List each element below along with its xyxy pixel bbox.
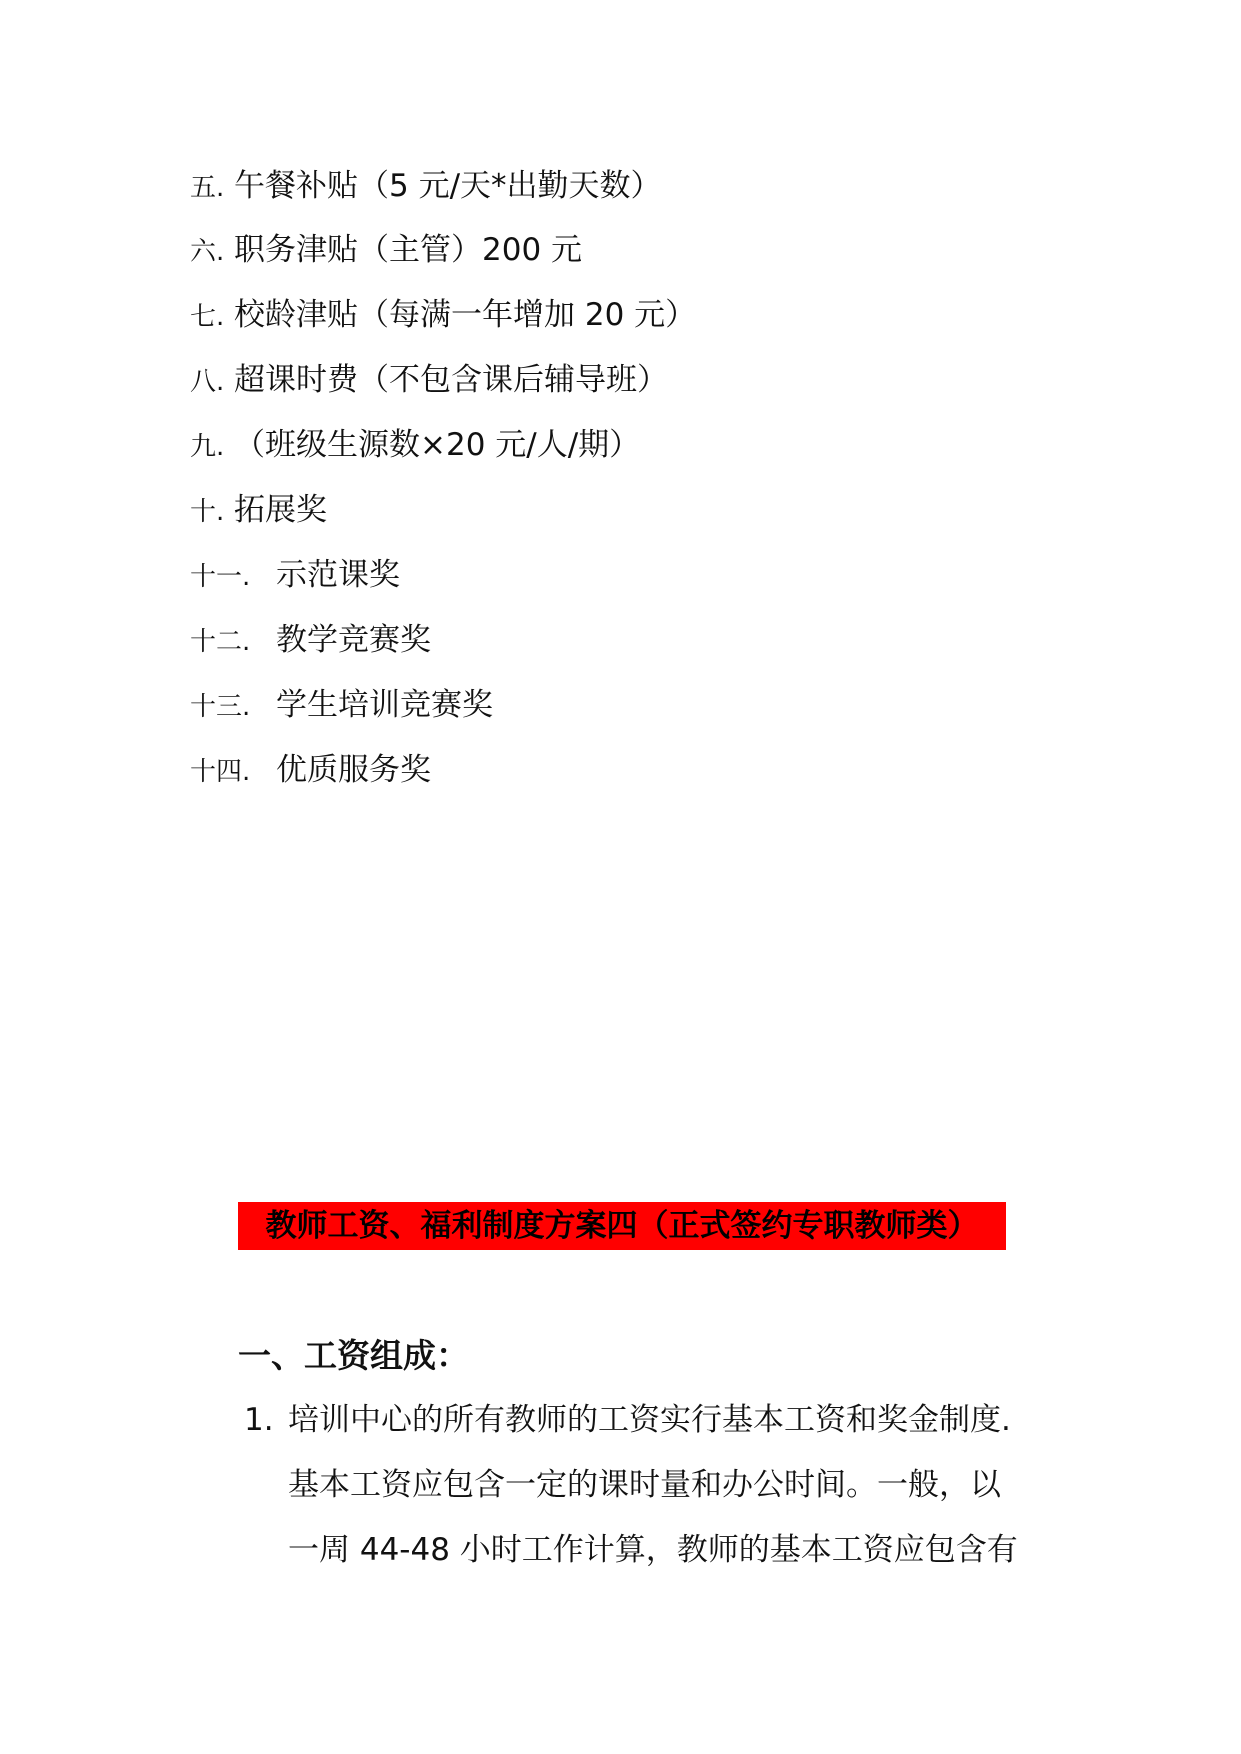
- paragraph-line: 培训中心的所有教师的工资实行基本工资和奖金制度.: [288, 1402, 1011, 1438]
- list-item-text: 拓展奖: [234, 492, 327, 528]
- list-item-6: [190, 230, 582, 272]
- list-item-number: 十三.: [190, 692, 251, 722]
- list-item-number: 六.: [190, 237, 225, 267]
- paragraph-line: 一周 44-48 小时工作计算，教师的基本工资应包含有: [288, 1532, 1018, 1568]
- list-item-text: 职务津贴（主管）200 元: [234, 232, 583, 268]
- list-item-number: 十四.: [190, 757, 251, 787]
- list-item-number: 八.: [190, 367, 225, 397]
- list-item-text: 优质服务奖: [276, 752, 431, 788]
- list-item-13: [190, 685, 493, 727]
- paragraph-number: 1.: [244, 1402, 274, 1438]
- list-item-5: [190, 166, 662, 208]
- paragraph-line: 基本工资应包含一定的课时量和办公时间。一般，以: [288, 1467, 1001, 1503]
- list-item-text: （班级生源数×20 元/人/期）: [234, 427, 641, 463]
- list-item-14: [190, 750, 431, 792]
- document-title-highlight: [238, 1202, 1006, 1250]
- list-item-8: [190, 360, 668, 402]
- list-item-text: 校龄津贴（每满一年增加 20 元）: [234, 297, 697, 333]
- list-item-11: [190, 555, 400, 597]
- list-item-10: [190, 490, 327, 532]
- document-title: 教师工资、福利制度方案四（正式签约专职教师类）: [265, 1208, 979, 1244]
- list-item-number: 七.: [190, 302, 225, 332]
- list-item-7: [190, 295, 696, 337]
- list-item-number: 九.: [190, 432, 225, 462]
- list-item-number: 十二.: [190, 627, 251, 657]
- list-item-text: 午餐补贴（5 元/天*出勤天数）: [234, 168, 662, 204]
- list-item-text: 学生培训竞赛奖: [276, 687, 493, 723]
- list-item-9: [190, 425, 640, 467]
- list-item-number: 十.: [190, 497, 225, 527]
- list-item-number: 十一.: [190, 562, 251, 592]
- list-item-number: 五.: [190, 173, 225, 203]
- list-item-text: 教学竞赛奖: [276, 622, 431, 658]
- section-heading: 一、工资组成：: [238, 1336, 469, 1375]
- list-item-text: 示范课奖: [276, 557, 400, 593]
- list-item-text: 超课时费（不包含课后辅导班）: [234, 362, 668, 398]
- list-item-12: [190, 620, 431, 662]
